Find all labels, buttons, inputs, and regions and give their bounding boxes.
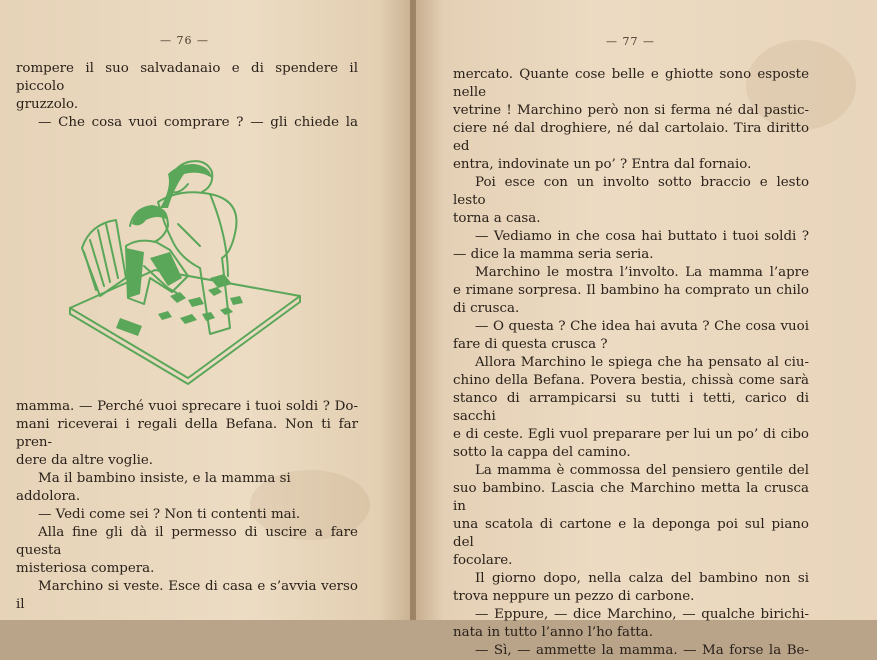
text-line: vetrine ! Marchino però non si ferma né dal pastic- (453, 103, 809, 118)
text-line: rompere il suo salvadanaio e di spendere il piccolo (16, 61, 358, 94)
text-line: e di ceste. Egli vuol preparare per lui un po’ di cibo (453, 427, 809, 442)
text-line: — dice la mamma seria seria. (453, 247, 654, 262)
left-top-paragraph (16, 60, 358, 132)
right-page (416, 0, 877, 658)
text-line: — Sì, — ammette la mamma. — Ma forse la Be- (475, 643, 809, 658)
text-line: di crusca. (453, 301, 520, 316)
left-bottom-paragraphs (16, 398, 358, 614)
page-number-right: — 77 — (606, 35, 655, 48)
text-line: Poi esce con un involto sotto braccio e lesto lesto (453, 175, 809, 208)
text-line: misteriosa compera. (16, 561, 155, 576)
text-line: stanco di arrampicarsi su tutti i tetti, carico di sacchi (453, 391, 809, 424)
text-line: — Vediamo in che cosa hai buttato i tuoi soldi ? (475, 229, 809, 244)
text-line: — O questa ? Che idea hai avuta ? Che cosa vuoi (475, 319, 809, 334)
illustration-mother-child-table (60, 128, 310, 383)
text-line: — Eppure, — dice Marchino, — qualche birichi- (475, 607, 809, 622)
page-number-left: — 76 — (160, 34, 209, 47)
text-line: — Che cosa vuoi comprare ? — gli chiede la (38, 115, 358, 130)
text-line: una scatola di cartone e la deponga poi sul piano del (453, 517, 809, 550)
right-body-text (453, 66, 809, 660)
text-line: entra, indovinate un po’ ? Entra dal fornaio. (453, 157, 752, 172)
text-line: trova neppure un pezzo di carbone. (453, 589, 695, 604)
text-line: — Vedi come sei ? Non ti contenti mai. (38, 507, 301, 522)
text-line: Il giorno dopo, nella calza del bambino non si (475, 571, 809, 586)
text-line: Marchino si veste. Esce di casa e s’avvia verso il (16, 579, 358, 612)
text-line: gruzzolo. (16, 97, 79, 112)
text-line: chino della Befana. Povera bestia, chissà come sarà (453, 373, 809, 388)
text-line: Ma il bambino insiste, e la mamma si addolora. (16, 471, 291, 504)
text-line: fare di questa crusca ? (453, 337, 608, 352)
text-line: torna a casa. (453, 211, 541, 226)
text-line: nata in tutto l’anno l’ho fatta. (453, 625, 653, 640)
text-line: mercato. Quante cose belle e ghiotte sono esposte nelle (453, 67, 809, 100)
text-line: mani riceverai i regali della Befana. Non ti far pren- (16, 417, 358, 450)
text-line: ciere né dal droghiere, né dal cartolaio. Tira diritto ed (453, 121, 809, 154)
text-line: e rimane sorpresa. Il bambino ha comprato un chilo (453, 283, 809, 298)
text-line: focolare. (453, 553, 513, 568)
text-line: suo bambino. Lascia che Marchino metta la crusca in (453, 481, 809, 514)
text-line: Alla fine gli dà il permesso di uscire a fare questa (16, 525, 358, 558)
text-line: sotto la cappa del camino. (453, 445, 631, 460)
left-page (0, 0, 412, 620)
text-line: dere da altre voglie. (16, 453, 154, 468)
text-line: La mamma è commossa del pensiero gentile del (475, 463, 809, 478)
text-line: Marchino le mostra l’involto. La mamma l’apre (475, 265, 809, 280)
text-line: Allora Marchino le spiega che ha pensato al ciu- (475, 355, 809, 370)
text-line: mamma. — Perché vuoi sprecare i tuoi soldi ? Do- (16, 399, 358, 414)
